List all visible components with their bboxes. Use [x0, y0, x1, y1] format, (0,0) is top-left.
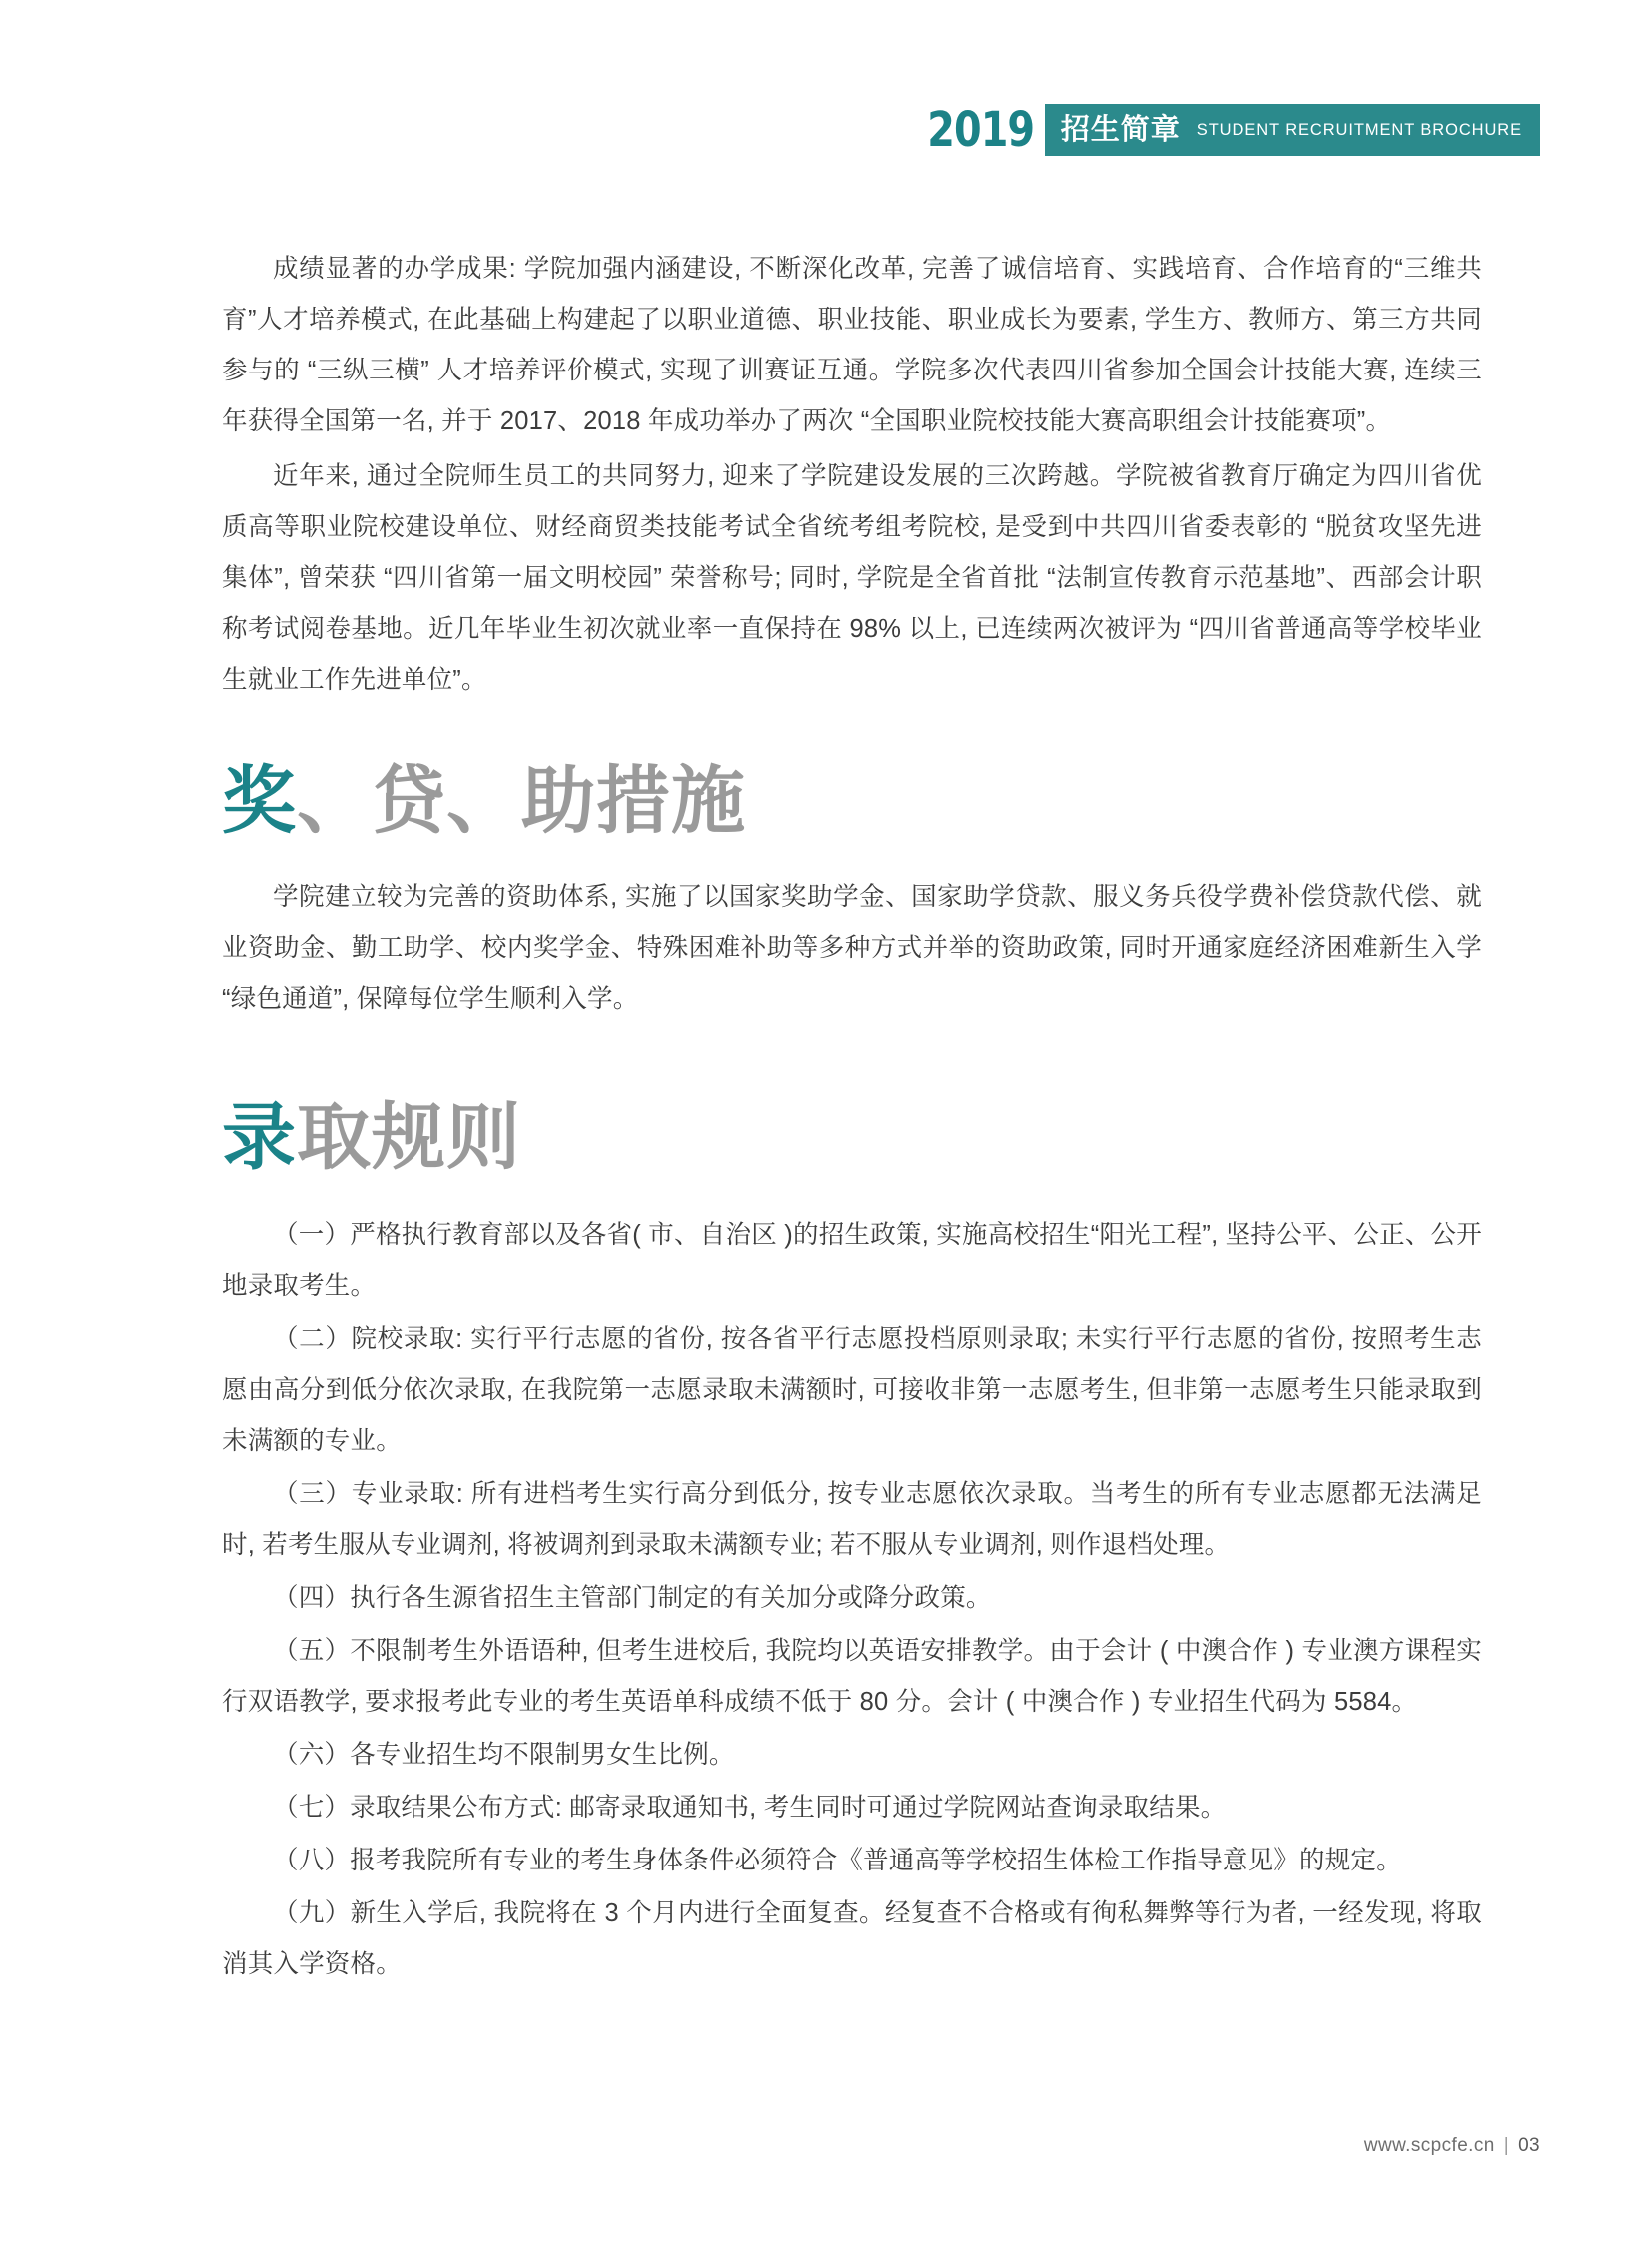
page-content	[222, 244, 1482, 1992]
section-heading-rules	[222, 1095, 1482, 1180]
list-item: （五）不限制考生外语语种, 但考生进校后, 我院均以英语安排教学。由于会计 ( 中澳合作 ) 专业澳方课程实行双语教学, 要求报考此专业的考生英语单科成绩不低于 80 分。会计 ( 中澳合作 ) 专业招生代码为 5584。	[222, 1637, 1482, 1716]
page-footer	[1364, 2135, 1540, 2157]
list-item: （四）执行各生源省招生主管部门制定的有关加分或降分政策。	[273, 1584, 992, 1612]
section-heading-rules-muted: 取规则	[297, 1095, 521, 1180]
admission-rules-list	[222, 1210, 1482, 1990]
header-title-cn: 招生简章	[1060, 113, 1181, 146]
awards-paragraph: 学院建立较为完善的资助体系, 实施了以国家奖助学金、国家助学贷款、服义务兵役学费补偿贷款代偿、就业资助金、勤工助学、校内奖学金、特殊困难补助等多种方式并举的资助政策, 同时开通家庭经济困难新生入学 “绿色通道”, 保障每位学生顺利入学。	[222, 883, 1482, 1013]
section-heading-rules-accent: 录	[222, 1095, 297, 1180]
header-year: 2019	[926, 102, 1034, 158]
brochure-header-bar	[917, 104, 1540, 156]
list-item: （八）报考我院所有专业的考生身体条件必须符合《普通高等学校招生体检工作指导意见》的规定。	[273, 1847, 1402, 1874]
section-rules	[222, 1095, 1482, 1180]
section-heading-awards	[222, 758, 1482, 844]
list-item: （七）录取结果公布方式: 邮寄录取通知书, 考生同时可通过学院网站查询录取结果。	[273, 1794, 1227, 1822]
list-item: （九）新生入学后, 我院将在 3 个月内进行全面复查。经复查不合格或有徇私舞弊等行为者, 一经发现, 将取消其入学资格。	[222, 1899, 1482, 1978]
intro-paragraph-achievements: 成绩显著的办学成果: 学院加强内涵建设, 不断深化改革, 完善了诚信培育、实践培育、合作培育的“三维共育”人才培养模式, 在此基础上构建起了以职业道德、职业技能、职业成长为要素, 学生方、教师方、第三方共同参与的 “三纵三横” 人才培养评价模式, 实现了训赛证互通。学院多次代表四川省参加全国会计技能大赛, 连续三年获得全国第一名, 并于 2017、2018 年成功举办了两次 “全国职业院校技能大赛高职组会计技能赛项”。	[222, 255, 1482, 435]
section-heading-awards-muted: 、贷、助措施	[297, 758, 746, 844]
section-awards	[222, 758, 1482, 844]
footer-separator: |	[1503, 2135, 1510, 2156]
list-item: （二）院校录取: 实行平行志愿的省份, 按各省平行志愿投档原则录取; 未实行平行志愿的省份, 按照考生志愿由高分到低分依次录取, 在我院第一志愿录取未满额时, 可接收非第一志愿考生, 但非第一志愿考生只能录取到未满额的专业。	[222, 1325, 1482, 1455]
list-item: （三）专业录取: 所有进档考生实行高分到低分, 按专业志愿依次录取。当考生的所有专业志愿都无法满足时, 若考生服从专业调剂, 将被调剂到录取未满额专业; 若不服从专业调剂, 则作退档处理。	[222, 1480, 1482, 1559]
list-item: （六）各专业招生均不限制男女生比例。	[273, 1741, 735, 1769]
list-item: （一）严格执行教育部以及各省( 市、自治区 )的招生政策, 实施高校招生“阳光工程”, 坚持公平、公正、公开地录取考生。	[222, 1221, 1482, 1300]
header-title-en: STUDENT RECRUITMENT BROCHURE	[1196, 120, 1522, 139]
intro-paragraph-recent-years: 近年来, 通过全院师生员工的共同努力, 迎来了学院建设发展的三次跨越。学院被省教育厅确定为四川省优质高等职业院校建设单位、财经商贸类技能考试全省统考组考院校, 是受到中共四川省委表彰的 “脱贫攻坚先进集体”, 曾荣获 “四川省第一届文明校园” 荣誉称号; 同时, 学院是全省首批 “法制宣传教育示范基地”、西部会计职称考试阅卷基地。近几年毕业生初次就业率一直保持在 98% 以上, 已连续两次被评为 “四川省普通高等学校毕业生就业工作先进单位”。	[222, 462, 1482, 694]
footer-website: www.scpcfe.cn	[1363, 2135, 1495, 2156]
header-title-block	[1045, 104, 1540, 156]
section-heading-awards-accent: 奖	[222, 758, 297, 844]
page-header	[0, 0, 1652, 176]
footer-page-number: 03	[1518, 2135, 1540, 2156]
